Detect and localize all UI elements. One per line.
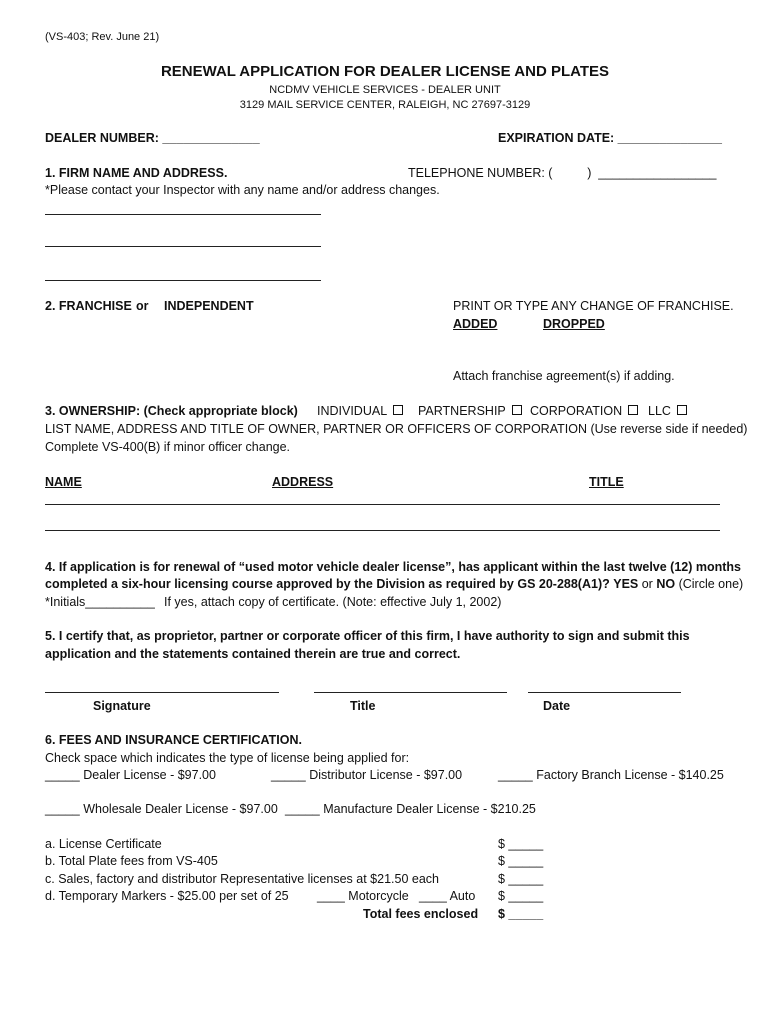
franchise-label: 2. FRANCHISE <box>45 299 132 313</box>
section1-heading: 1. FIRM NAME AND ADDRESS. <box>45 166 228 180</box>
fee-temporary-markers: d. Temporary Markers - $25.00 per set of 25 <box>45 889 289 903</box>
section5-line-1: 5. I certify that, as proprietor, partner or corporate officer of this firm, I have authority to sign and submit this <box>45 629 690 643</box>
circle-one-note: (Circle one) <box>678 577 744 591</box>
partnership-label: PARTNERSHIP <box>418 404 506 418</box>
fee-representative-licenses: c. Sales, factory and distributor Representative licenses at $21.50 each <box>45 872 439 886</box>
amount-license-certificate[interactable]: $ _____ <box>498 837 544 851</box>
title-line[interactable] <box>314 692 507 693</box>
column-title: TITLE <box>589 475 624 489</box>
dropped-label: DROPPED <box>543 317 605 331</box>
ownership-individual[interactable] <box>317 405 403 418</box>
section6-heading: 6. FEES AND INSURANCE CERTIFICATION. <box>45 733 302 747</box>
firm-address-line-2[interactable] <box>45 246 321 247</box>
no-option[interactable]: NO <box>656 577 676 591</box>
corporation-checkbox[interactable] <box>628 405 638 415</box>
amount-representative-licenses[interactable]: $ _____ <box>498 872 544 886</box>
section4-line-1: 4. If application is for renewal of “used motor vehicle dealer license”, has applicant within the last twelve (12) months <box>45 560 742 574</box>
distributor-license-option[interactable]: _____ Distributor License - $97.00 <box>271 768 463 782</box>
llc-checkbox[interactable] <box>677 405 687 415</box>
auto-option[interactable]: ____ Auto <box>419 889 476 903</box>
certificate-note: If yes, attach copy of certificate. (Note: effective July 1, 2002) <box>164 595 502 609</box>
fee-plate-fees: b. Total Plate fees from VS-405 <box>45 854 218 868</box>
telephone-field[interactable]: TELEPHONE NUMBER: ( ) _________________ <box>408 166 717 180</box>
section1-note: *Please contact your Inspector with any name and/or address changes. <box>45 183 440 197</box>
ownership-partnership[interactable] <box>418 405 522 418</box>
section5-line-2: application and the statements contained therein are true and correct. <box>45 647 461 661</box>
yes-option[interactable]: YES <box>613 577 639 591</box>
franchise-or: or <box>136 299 149 313</box>
signature-label: Signature <box>93 699 151 713</box>
date-label: Date <box>543 699 571 713</box>
ownership-corporation[interactable] <box>530 405 638 418</box>
agency-name: NCDMV VEHICLE SERVICES - DEALER UNIT <box>269 84 501 96</box>
owner-entry-line-2[interactable] <box>45 530 720 531</box>
owner-entry-line-1[interactable] <box>45 504 720 505</box>
license-type-note: Check space which indicates the type of license being applied for: <box>45 751 410 765</box>
ownership-list-note: LIST NAME, ADDRESS AND TITLE OF OWNER, PARTNER OR OFFICERS OF CORPORATION (Use reverse side if needed) <box>45 422 748 436</box>
amount-temporary-markers[interactable]: $ _____ <box>498 889 544 903</box>
amount-total-fees[interactable]: $ _____ <box>498 907 544 921</box>
added-label: ADDED <box>453 317 498 331</box>
signature-line[interactable] <box>45 692 279 693</box>
manufacture-dealer-license-option[interactable]: _____ Manufacture Dealer License - $210.25 <box>285 802 536 816</box>
form-title: RENEWAL APPLICATION FOR DEALER LICENSE AND PLATES <box>160 63 610 80</box>
attach-franchise-note: Attach franchise agreement(s) if adding. <box>453 369 675 383</box>
individual-label: INDIVIDUAL <box>317 404 388 418</box>
expiration-date-field[interactable]: EXPIRATION DATE: _______________ <box>498 131 722 145</box>
motorcycle-option[interactable]: ____ Motorcycle <box>317 889 409 903</box>
column-name: NAME <box>45 475 82 489</box>
wholesale-dealer-license-option[interactable]: _____ Wholesale Dealer License - $97.00 <box>45 802 278 816</box>
title-label: Title <box>350 699 376 713</box>
independent-label: INDEPENDENT <box>164 299 254 313</box>
llc-label: LLC <box>648 404 671 418</box>
factory-branch-license-option[interactable]: _____ Factory Branch License - $140.25 <box>498 768 724 782</box>
dealer-license-option[interactable]: _____ Dealer License - $97.00 <box>45 768 216 782</box>
ownership-llc[interactable] <box>648 405 687 418</box>
fee-license-certificate: a. License Certificate <box>45 837 162 851</box>
agency-address: 3129 MAIL SERVICE CENTER, RALEIGH, NC 27697-3129 <box>239 99 531 111</box>
yes-no-or: or <box>641 577 653 591</box>
franchise-change-note: PRINT OR TYPE ANY CHANGE OF FRANCHISE. <box>453 299 734 313</box>
ownership-complete-note: Complete VS-400(B) if minor officer change. <box>45 440 291 454</box>
form-id: (VS-403; Rev. June 21) <box>45 31 160 43</box>
firm-address-line-1[interactable] <box>45 214 321 215</box>
individual-checkbox[interactable] <box>393 405 403 415</box>
ownership-heading: 3. OWNERSHIP: (Check appropriate block) <box>45 404 298 418</box>
partnership-checkbox[interactable] <box>512 405 522 415</box>
initials-field[interactable]: *Initials__________ <box>45 595 155 609</box>
dealer-number-field[interactable]: DEALER NUMBER: ______________ <box>45 131 260 145</box>
column-address: ADDRESS <box>272 475 334 489</box>
amount-plate-fees[interactable]: $ _____ <box>498 854 544 868</box>
corporation-label: CORPORATION <box>530 404 623 418</box>
section4-question: completed a six-hour licensing course approved by the Division as required by GS 20-288(A1)? <box>45 577 610 591</box>
date-line[interactable] <box>528 692 681 693</box>
total-fees-label: Total fees enclosed <box>363 907 479 921</box>
firm-address-line-3[interactable] <box>45 280 321 281</box>
section4-line-2 <box>45 578 743 591</box>
